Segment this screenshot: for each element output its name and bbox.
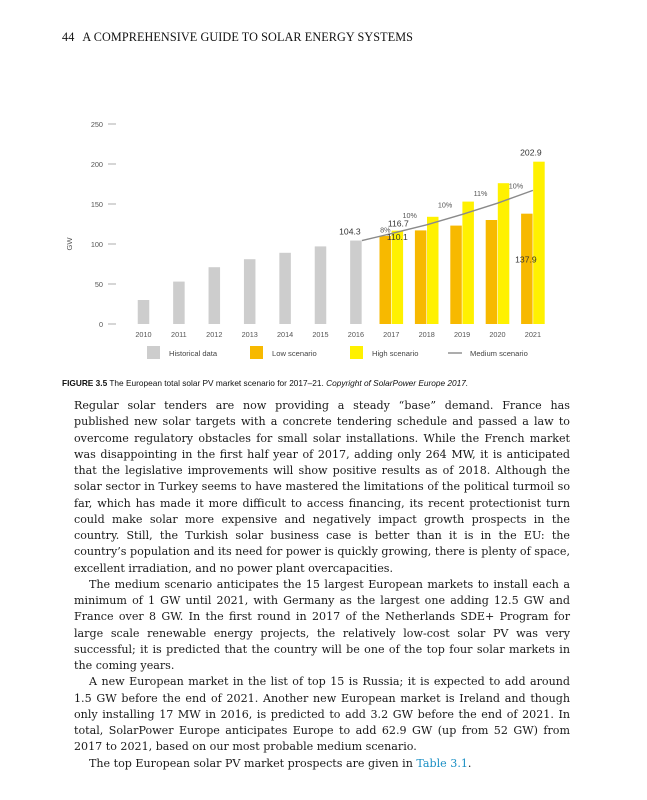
legend-label: Low scenario: [272, 349, 317, 358]
legend-swatch: [147, 346, 160, 359]
bar-historical-2011: [173, 282, 185, 324]
paragraph-4-text: The top European solar PV market prospects are given in: [89, 756, 417, 770]
bar-low-2018: [415, 230, 427, 324]
data-value-label: 104.3: [339, 226, 361, 237]
y-tick-label: 200: [90, 160, 103, 169]
table-reference-link[interactable]: Table 3.1: [416, 756, 468, 770]
bar-low-2021: [521, 214, 533, 324]
bar-low-2020: [486, 220, 498, 324]
data-value-label: 110.1: [386, 231, 408, 242]
y-axis-label: GW: [65, 237, 74, 251]
y-tick-label: 150: [90, 200, 103, 209]
x-tick-label: 2017: [383, 330, 400, 339]
bar-high-2020: [498, 183, 510, 324]
data-value-label: 137.9: [515, 254, 537, 265]
paragraph-3: A new European market in the list of top 15 is Russia; it is expected to add around 1.5 GW before the end of 2021. Another new European market is Ireland and though only installing 17 MW in 2016, is predicted to add 3.2 GW before the end of 2021. In total, SolarPower Europe anticipates Europe to add 62.9 GW (up from 52 GW) from 2017 to 2021, based on our most probable medium scenario.: [74, 675, 570, 754]
bar-historical-2014: [279, 253, 291, 324]
growth-rate-label: 10%: [508, 181, 524, 191]
x-tick-label: 2015: [312, 330, 329, 339]
running-title: A COMPREHENSIVE GUIDE TO SOLAR ENERGY SYSTEMS: [82, 30, 414, 44]
y-tick-label: 100: [90, 240, 103, 249]
y-tick-label: 0: [98, 320, 103, 329]
bar-historical-2012: [209, 267, 221, 324]
data-value-label: 202.9: [520, 147, 542, 158]
figure-caption-copyright: Copyright of SolarPower Europe 2017.: [326, 378, 469, 388]
bar-historical-2013: [244, 259, 256, 324]
data-value-label: 116.7: [387, 218, 409, 229]
figure-caption: [62, 378, 602, 388]
legend-swatch: [250, 346, 263, 359]
bar-high-2021: [533, 162, 545, 324]
y-tick-label: 50: [94, 280, 103, 289]
growth-rate-label: 10%: [402, 210, 417, 220]
bar-historical-2016: [350, 241, 362, 324]
bar-historical-2010: [138, 300, 150, 324]
figure-caption-label: FIGURE 3.5: [62, 378, 108, 388]
x-tick-label: 2019: [453, 330, 471, 339]
solar-market-chart: [0, 0, 647, 375]
x-tick-label: 2020: [489, 330, 506, 339]
bar-high-2019: [462, 202, 474, 324]
growth-rate-label: 8%: [380, 225, 391, 235]
figure-caption-text: The European total solar PV market scenario for 2017–21.: [109, 378, 324, 388]
x-tick-label: 2014: [276, 330, 294, 339]
paragraph-4-end: .: [467, 756, 472, 770]
paragraph-1: Regular solar tenders are now providing a steady “base” demand. France has published new solar targets with a concrete tendering schedule and passed a law to overcome regulatory obstacles for small solar installations. While the French market was disappointing in the first half year of 2017, adding only 264 MW, it is anticipated that the legislative improvements will show positive results as of 2018. Although the solar sector in Turkey seems to have mastered the limitations of the political turmoil so far, which has made it more difficult to access financing, its recent protectionist turn could make solar more expensive and negatively impact growth prospects in the country. Still, the Turkish solar business case is better than it is in the EU: the country’s population and its need for power is quickly growing, there is plenty of space, excellent irradiation, and no power plant overcapacities.: [74, 399, 570, 575]
growth-rate-label: 11%: [473, 189, 488, 199]
x-tick-label: 2011: [171, 330, 187, 339]
x-tick-label: 2021: [524, 330, 542, 339]
body-text: [74, 398, 570, 772]
bar-low-2019: [450, 226, 462, 324]
x-tick-label: 2010: [135, 330, 152, 339]
legend-label: Medium scenario: [470, 349, 528, 358]
bar-historical-2015: [315, 246, 327, 324]
growth-rate-label: 10%: [437, 200, 453, 210]
paragraph-4: [74, 756, 570, 772]
page-number: 44: [62, 30, 75, 44]
legend-label: Historical data: [169, 349, 218, 358]
bar-low-2017: [380, 236, 392, 324]
bar-high-2017: [392, 231, 404, 324]
x-tick-label: 2018: [418, 330, 435, 339]
x-tick-label: 2012: [206, 330, 223, 339]
paragraph-2: The medium scenario anticipates the 15 largest European markets to install each a minimum of 1 GW until 2021, with Germany as the largest one adding 12.5 GW and France over 8 GW. In the first round in 2017 of the Netherlands SDE+ Program for large scale renewable energy projects, the relatively low-cost solar PV was very successful; it is predicted that the country will be one of the top four solar markets in the coming years.: [74, 577, 570, 672]
x-tick-label: 2016: [347, 330, 365, 339]
y-tick-label: 250: [90, 120, 103, 129]
legend-label: High scenario: [372, 349, 419, 358]
legend-swatch: [350, 346, 363, 359]
x-tick-label: 2013: [241, 330, 258, 339]
bar-high-2018: [427, 217, 439, 324]
